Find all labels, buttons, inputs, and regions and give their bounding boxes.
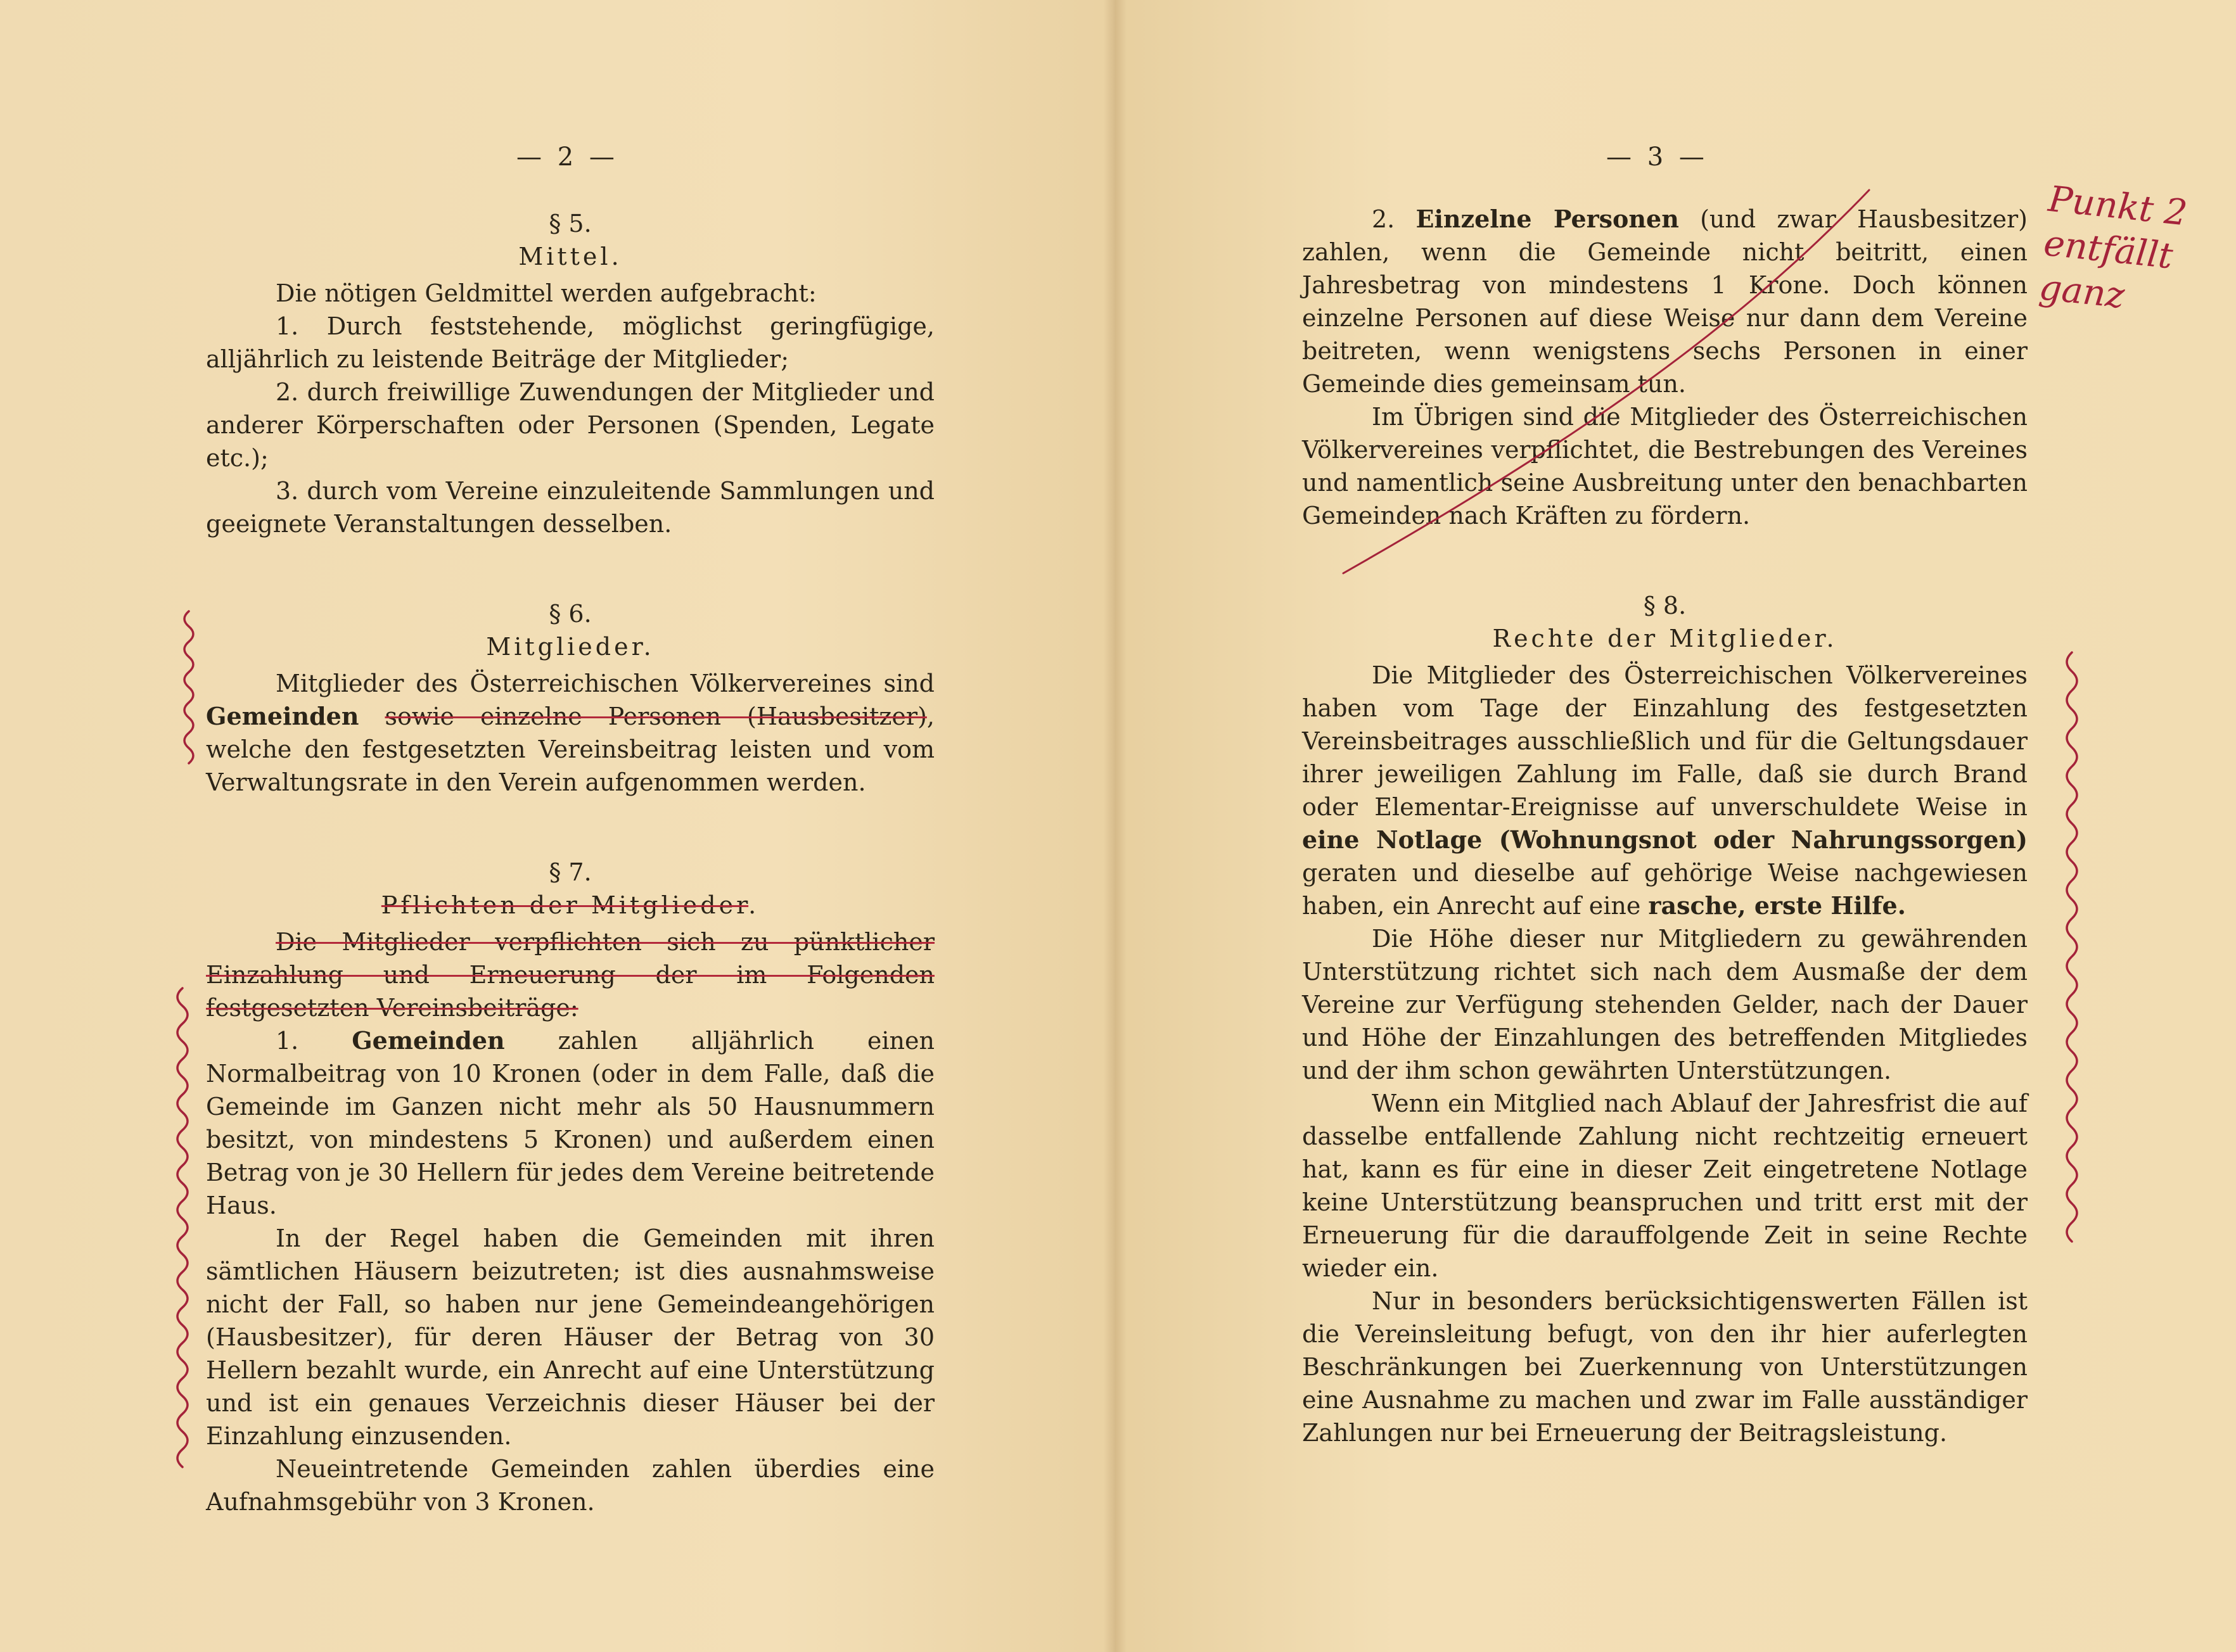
- section-8-heading: § 8.: [1643, 592, 1687, 620]
- section-5-title: Mittel.: [518, 243, 622, 270]
- section-7-title: [206, 889, 935, 922]
- section-7-para-rest: Im Übrigen sind die Mitglieder des Österreichischen Völkervereines verpflichtet, die Bestrebungen des Vereines und namentlich seine Ausbreitung unter den benachbarten Gemeinden nach Kräften zu fördern.: [1302, 403, 2028, 530]
- left-text-column: [206, 136, 935, 1518]
- section-8-para-1-b: geraten und dieselbe auf gehörige Weise nachgewiesen haben, ein Anrecht auf eine: [1302, 859, 2028, 920]
- section-7-item-2-rest: (und zwar Hausbesitzer) zahlen, wenn die Gemeinde nicht beitritt, einen Jahresbetrag von mindestens 1 Krone. Doch können einzelne Personen auf diese Weise nur dann dem Vereine beitreten, wenn wenigstens sechs Personen in einer Gemeinde dies gemeinsam tun.: [1302, 205, 2028, 398]
- section-6-title: Mitglieder.: [486, 633, 655, 661]
- section-7-item-2: [1302, 203, 2028, 400]
- section-8-para-2: Die Höhe dieser nur Mitgliedern zu gewährenden Unterstützung richtet sich nach dem Ausmaße der dem Vereine zur Verfügung stehenden Gelder, nach der Dauer und Höhe der Einzahlungen des betreffenden Mitgliedes und der ihm schon gewährten Unterstützungen.: [1302, 925, 2028, 1084]
- section-5-item-1: 1. Durch feststehende, möglichst geringfügige, alljährlich zu leistende Beiträge der Mitglieder;: [206, 312, 935, 373]
- handwritten-margin-note: Punkt 2 entfällt ganz: [2037, 178, 2190, 317]
- section-7-title-end: .: [748, 891, 760, 919]
- section-7-para-3: Neueintretende Gemeinden zahlen überdies eine Aufnahmsgebühr von 3 Kronen.: [206, 1455, 935, 1516]
- section-8-para-3: Wenn ein Mitglied nach Ablauf der Jahresfrist die auf dasselbe entfallende Zahlung nicht rechtzeitig erneuert hat, kann es für eine in dieser Zeit eingetretene Notlage keine Unterstützung beanspruchen und tritt erst mit der Erneuerung für die darauffolgende Zeit in seine Rechte wieder ein.: [1302, 1090, 2028, 1282]
- section-7-para-2: In der Regel haben die Gemeinden mit ihren sämtlichen Häusern beizutreten; ist dies ausnahmsweise nicht der Fall, so haben nur jene Gemeindeangehörigen (Hausbesitzer), für deren Häuser der Betrag von 30 Hellern bezahlt wurde, ein Anrecht auf eine Unterstützung und ist ein genaues Verzeichnis dieser Häuser bei der Einzahlung einzusenden.: [206, 1224, 935, 1450]
- book-gutter: [1104, 0, 1127, 1652]
- section-6-text-a: Mitglieder des Österreichischen Völkervereines sind: [276, 670, 935, 697]
- section-6-gemeinden: Gemeinden: [206, 702, 359, 730]
- section-7-item-1-bold: Gemeinden: [352, 1026, 505, 1055]
- section-7-item-1-num: 1.: [276, 1027, 299, 1055]
- section-8-para-1-bold-2: rasche, erste Hilfe.: [1648, 891, 1906, 920]
- section-6-text-c: , welche den festgesetzten Vereinsbeitrag leisten und vom Verwaltungsrate in den Verein aufgenommen werden.: [206, 702, 935, 796]
- right-text-column: [1302, 203, 2028, 1449]
- section-5-heading: § 5.: [549, 210, 592, 238]
- section-7-item-1: [206, 1024, 935, 1222]
- section-8-para-1-a: Die Mitglieder des Österreichischen Völkervereines haben vom Tage der Einzahlung des festgesetzten Vereinsbeitrages ausschließlich und für die Geltungsdauer ihrer jeweiligen Zahlung im Falle, daß sie durch Brand oder Elementar-Ereignisse auf unverschuldete Weise in: [1302, 661, 2028, 821]
- section-7-item-1-rest: zahlen alljährlich einen Normalbeitrag von 10 Kronen (oder in dem Falle, daß die Gemeinde im Ganzen nicht mehr als 50 Hausnummern besitzt, von mindestens 5 Kronen) und außerdem einen Betrag von je 30 Hellern für jedes dem Vereine beitretende Haus.: [206, 1027, 935, 1219]
- section-7-intro-struck: Die Mitglieder verpflichten sich zu pünktlicher Einzahlung und Erneuerung der im Folgenden festgesetzten Vereinsbeiträge:: [206, 928, 935, 1022]
- section-8-para-1: [1302, 659, 2028, 922]
- section-5-item-2: 2. durch freiwillige Zuwendungen der Mitglieder und anderer Körperschaften oder Personen (Spenden, Legate etc.);: [206, 378, 935, 472]
- section-6-text: [206, 667, 935, 799]
- section-7-heading: § 7.: [549, 858, 592, 886]
- section-7-item-2-bold: Einzelne Personen: [1415, 205, 1679, 233]
- section-5-intro: Die nötigen Geldmittel werden aufgebracht:: [276, 279, 817, 307]
- section-7-title-struck: Pflichten der Mitglieder: [381, 891, 749, 919]
- page-number-right: — 3 —: [1606, 143, 1708, 172]
- section-6-struck-text: sowie einzelne Personen (Hausbesitzer): [385, 702, 927, 730]
- section-8-para-4: Nur in besonders berücksichtigenswerten Fällen ist die Vereinsleitung befugt, von den ihr hier auferlegten Beschränkungen bei Zuerkennung von Unterstützungen eine Ausnahme zu machen und zwar im Falle ausständiger Zahlungen nur bei Erneuerung der Beitragsleistung.: [1302, 1287, 2028, 1447]
- section-8-title: Rechte der Mitglieder.: [1492, 625, 1837, 652]
- page-number-left: — 2 —: [516, 143, 618, 172]
- section-5-item-3: 3. durch vom Vereine einzuleitende Sammlungen und geeignete Veranstaltungen desselben.: [206, 477, 935, 538]
- section-8-para-1-bold-1: eine Notlage (Wohnungsnot oder Nahrungssorgen): [1302, 825, 2028, 854]
- section-7-item-2-num: 2.: [1372, 205, 1395, 233]
- section-6-heading: § 6.: [549, 600, 592, 628]
